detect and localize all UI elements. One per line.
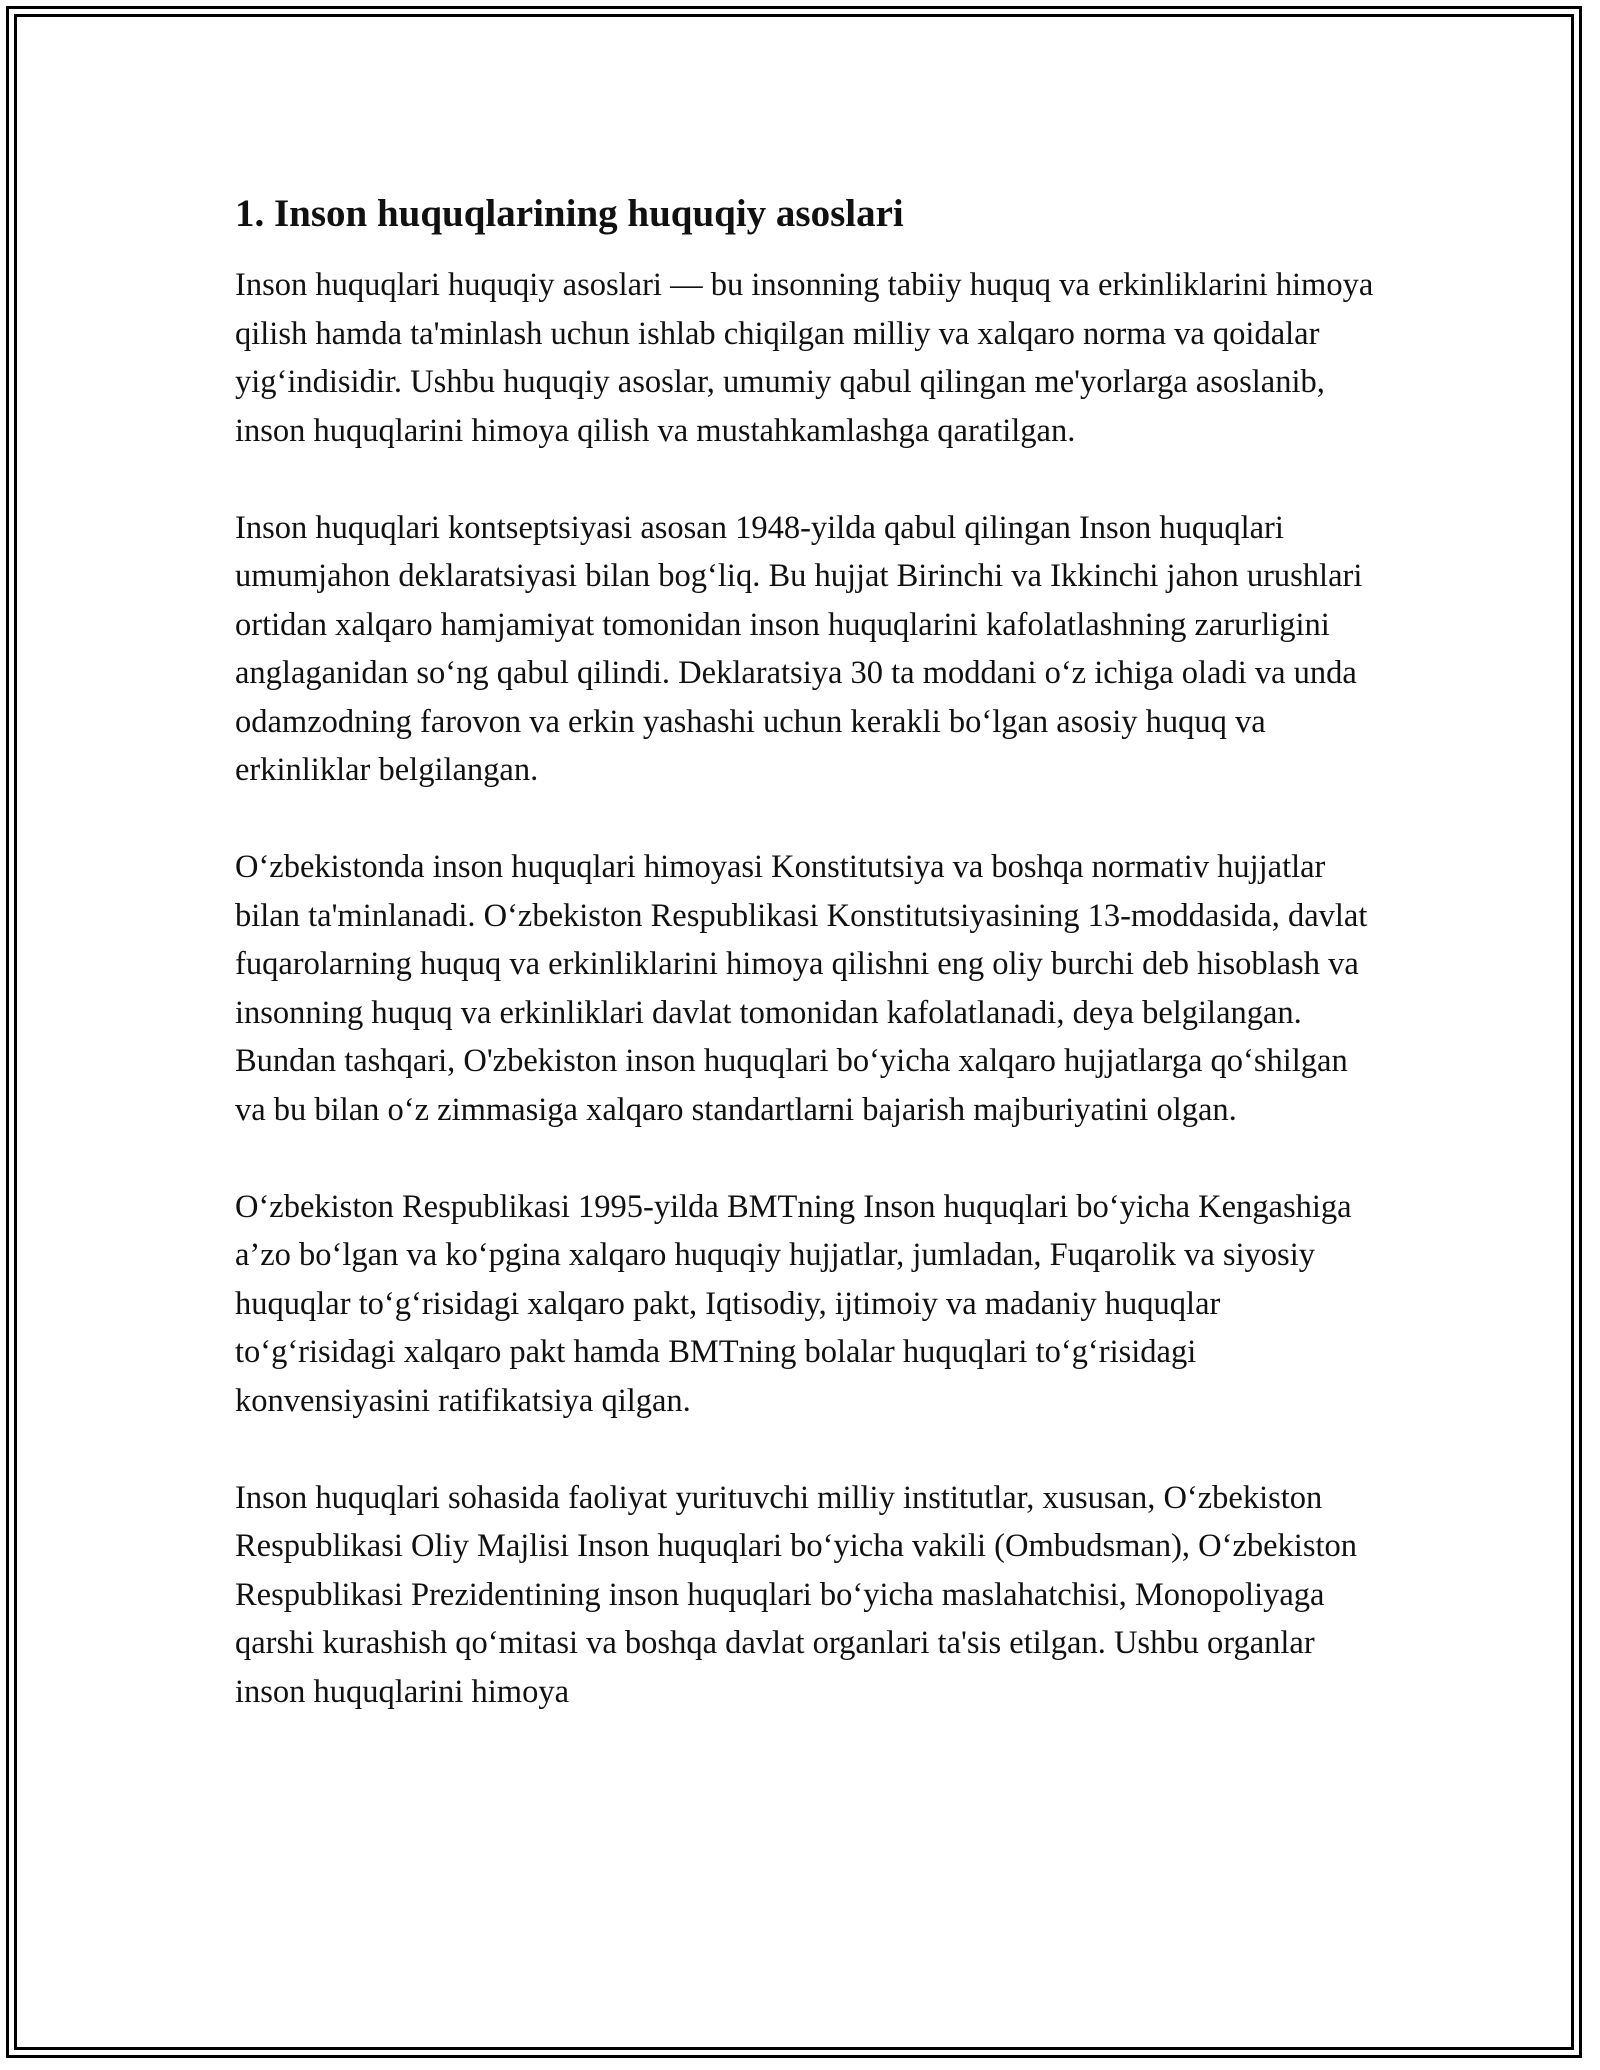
paragraph-definition: Inson huquqlari huquqiy asoslari — bu insonning tabiiy huquq va erkinliklarini himoya qilish hamda ta'minlash uchun ishlab chiqilgan milliy va xalqaro norma va qoidalar yig‘indisidir. Ushbu huquqiy asoslar, umumiy qabul qilingan me'yorlarga asoslanib, inson huquqlarini himoya qilish va mustahkamlashga qaratilgan.: [235, 267, 1374, 449]
document-body: [235, 185, 1375, 1765]
section-heading: 1. Inson huquqlarining huquqiy asoslari: [235, 192, 904, 235]
paragraph-constitution: O‘zbekistonda inson huquqlari himoyasi Konstitutsiya va boshqa normativ hujjatlar bilan ta'minlanadi. O‘zbekiston Respublikasi Konstitutsiyasining 13-moddasida, davlat fuqarolarning huquq va erkinliklarini himoya qilishni eng oliy burchi deb hisoblash va insonning huquq va erkinliklari davlat tomonidan kafolatlanadi, deya belgilangan. Bundan tashqari, O'zbekiston inson huquqlari bo‘yicha xalqaro hujjatlarga qo‘shilgan va bu bilan o‘z zimmasiga xalqaro standartlarni bajarish majburiyatini olgan.: [235, 849, 1368, 1128]
paragraph-international-treaties: O‘zbekiston Respublikasi 1995-yilda BMTning Inson huquqlari bo‘yicha Kengashiga a’zo bo‘lgan va ko‘pgina xalqaro huquqiy hujjatlar, jumladan, Fuqarolik va siyosiy huquqlar to‘g‘risidagi xalqaro pakt, Iqtisodiy, ijtimoiy va madaniy huquqlar to‘g‘risidagi xalqaro pakt hamda BMTning bolalar huquqlari to‘g‘risidagi konvensiyasini ratifikatsiya qilgan.: [235, 1188, 1352, 1419]
paragraph-declaration: Inson huquqlari kontseptsiyasi asosan 1948-yilda qabul qilingan Inson huquqlari umumjahon deklaratsiyasi bilan bog‘liq. Bu hujjat Birinchi va Ikkinchi jahon urushlari ortidan xalqaro hamjamiyat tomonidan inson huquqlarini kafolatlashning zarurligini anglaganidan so‘ng qabul qilindi. Deklaratsiya 30 ta moddani o‘z ichiga oladi va unda odamzodning farovon va erkin yashashi uchun kerakli bo‘lgan asosiy huquq va erkinliklar belgilangan.: [235, 509, 1363, 788]
paragraph-national-institutions: Inson huquqlari sohasida faoliyat yurituvchi milliy institutlar, xususan, O‘zbekiston Respublikasi Oliy Majlisi Inson huquqlari bo‘yicha vakili (Ombudsman), O‘zbekiston Respublikasi Prezidentining inson huquqlari bo‘yicha maslahatchisi, Monopoliyaga qarshi kurashish qo‘mitasi va boshqa davlat organlari ta'sis etilgan. Ushbu organlar inson huquqlarini himoya: [235, 1479, 1357, 1710]
